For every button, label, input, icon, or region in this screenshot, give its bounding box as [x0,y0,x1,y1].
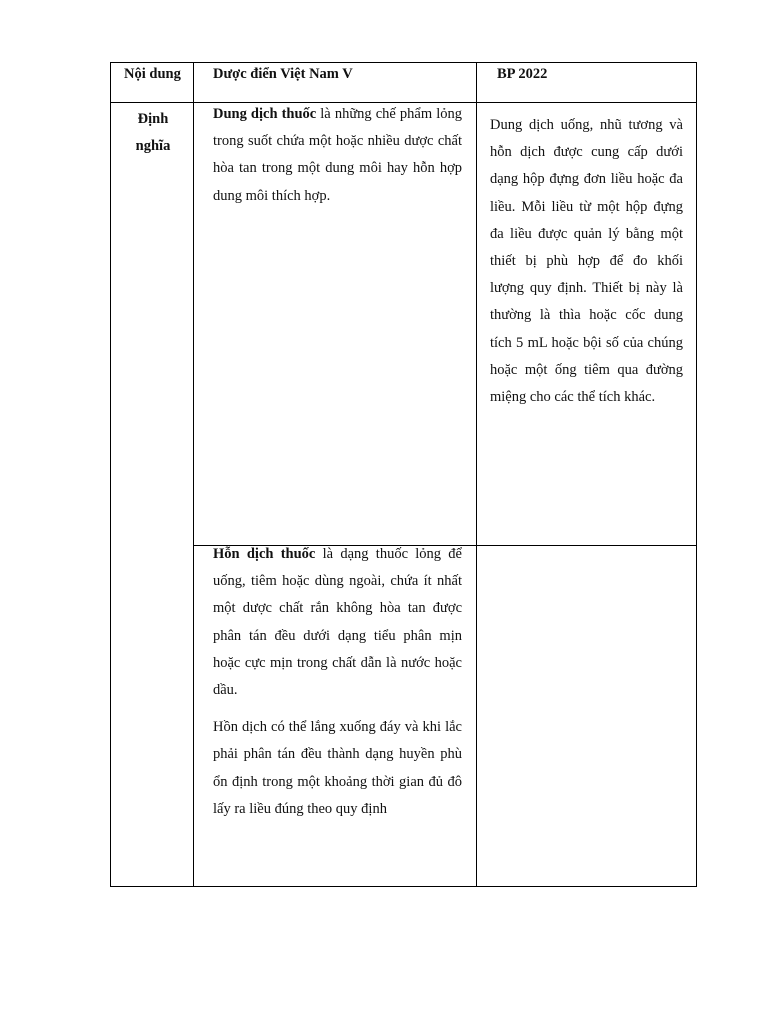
header-noi-dung [124,66,184,83]
header-duoc-dien-vn-text: Dược điển Việt Nam V [213,66,353,82]
row-label-dinh-nghia-text: Định nghĩa [135,111,171,154]
dvn-suspension-text: là dạng thuốc lỏng để uống, tiêm hoặc dùng ngoài, chứa ít nhất một dược chất rắn không hòa tan được phân tán đều dưới dạng tiểu phân mịn hoặc cực mịn trong chất dẫn là nước hoặc dầu. [213,546,462,699]
dvn-solution-text: là những chế phẩm lỏng trong suốt chứa một hoặc nhiều dược chất hòa tan trong một dung môi hay hỗn hợp dung môi thích hợp. [213,106,462,204]
dvn-solution-term: Dung dịch thuốc [213,106,317,122]
header-duoc-dien-vn [213,66,463,83]
header-bp [497,66,677,83]
bp-definition [490,112,683,411]
bp-definition-text: Dung dịch uống, nhũ tương và hỗn dịch được cung cấp dưới dạng hộp đựng đơn liều hoặc đa liều. Mỗi liều từ một hộp đựng đa liều được quản lý bằng một thiết bị phù hợp để đo khối lượng quy định. Thiết bị này là thường là thìa hoặc cốc dung tích 5 mL hoặc bội số của chúng hoặc một ống tiêm qua đường miệng cho các thể tích khác. [490,117,683,406]
dvn-suspension-paragraph [213,541,462,704]
dvn-suspension-term: Hỗn dịch thuốc [213,546,316,562]
row-label-dinh-nghia [128,106,178,160]
dvn-solution-paragraph [213,101,462,210]
table-border-top [110,62,697,63]
table-col-divider-2 [476,62,477,887]
dvn-definition-suspension [213,541,462,823]
dvn-suspension-paragraph-2: Hồn dịch có thể lắng xuống đáy và khi lắc phải phân tán đều thành dạng huyền phù ổn định trong một khoảng thời gian đủ đô lấy ra liều đúng theo quy định [213,719,462,817]
table-border-right [696,62,697,887]
dvn-definition-solution [213,101,462,210]
table-col-divider-1 [193,62,194,887]
table-border-bottom [110,886,697,887]
header-bp-text: BP 2022 [497,66,548,82]
table-border-left [110,62,111,887]
header-noi-dung-text: Nội dung [124,66,181,82]
